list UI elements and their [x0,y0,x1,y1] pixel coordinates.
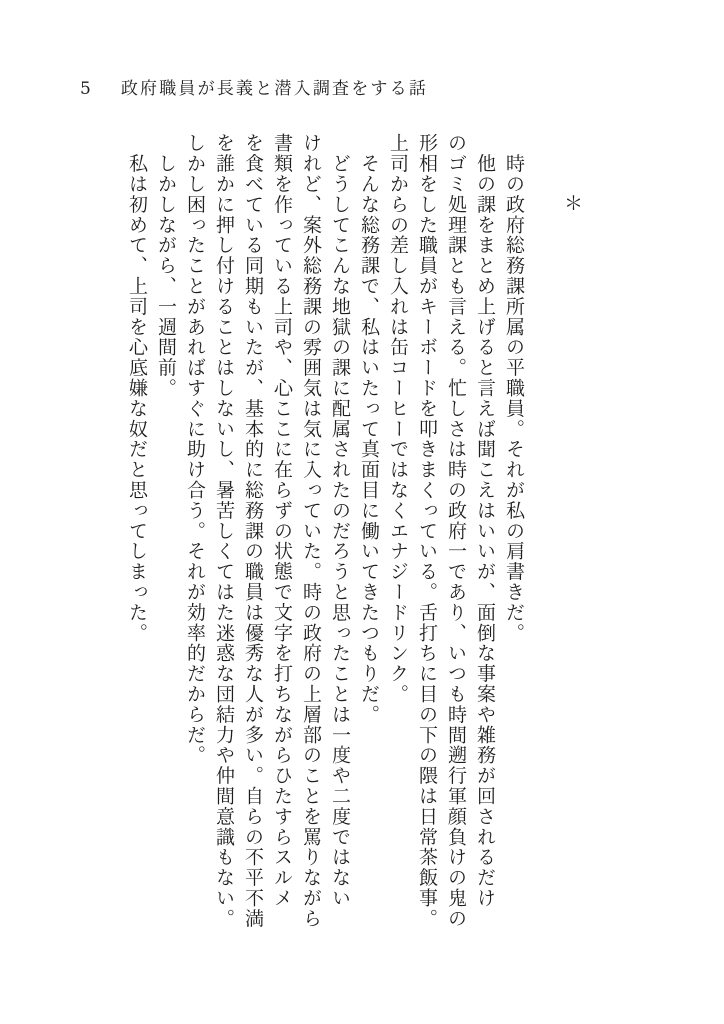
page-number: 5 [80,79,91,99]
text-line: どうしてこんな地獄の課に配属されたのだろうと思ったことは一度や二度ではない [329,133,351,909]
text-line: 形相をした職員がキーボードを叩きまくっている。舌打ちに目の下の隈は日常茶飯事。 [416,133,438,929]
text-line: けれど、案外総務課の雰囲気は気に入っていた。時の政府の上層部のことを罵りながら [300,133,322,929]
text-line: 時の政府総務課所属の平職員。それが私の肩書きだ。 [503,133,525,643]
text-line: しかし困ったことがあればすぐに助け合う。それが効率的だからだ。 [184,133,206,766]
section-divider-asterisk: ＊ [561,193,583,214]
text-line: を食べている同期もいたが、基本的に総務課の職員は優秀な人が多い。自らの不平不満 [242,133,264,929]
text-line: 私は初めて、上司を心底嫌な奴だと思ってしまった。 [126,133,148,643]
text-line: 書類を作っている上司や、心ここに在らずの状態で文字を打ちながらひたすらスルメ [271,133,293,909]
vertical-text-block [122,133,586,943]
running-header [80,74,428,99]
text-line: 上司からの差し入れは缶コーヒーではなくエナジードリンク。 [387,133,409,705]
text-line: のゴミ処理課とも言える。忙しさは時の政府一であり、いつも時間遡行軍顔負けの鬼の [445,133,467,929]
text-line: 他の課をまとめ上げると言えば聞こえはいいが、面倒な事案や雑務が回されるだけ [474,133,496,909]
text-line: しかしながら、一週間前。 [155,133,177,399]
text-line: を誰かに押し付けることはしないし、暑苦しくてはた迷惑な団結力や仲間意識もない。 [213,133,235,929]
text-line: そんな総務課で、私はいたって真面目に働いてきたつもりだ。 [358,133,380,725]
chapter-title: 政府職員が長義と潜入調査をする話 [120,79,429,99]
